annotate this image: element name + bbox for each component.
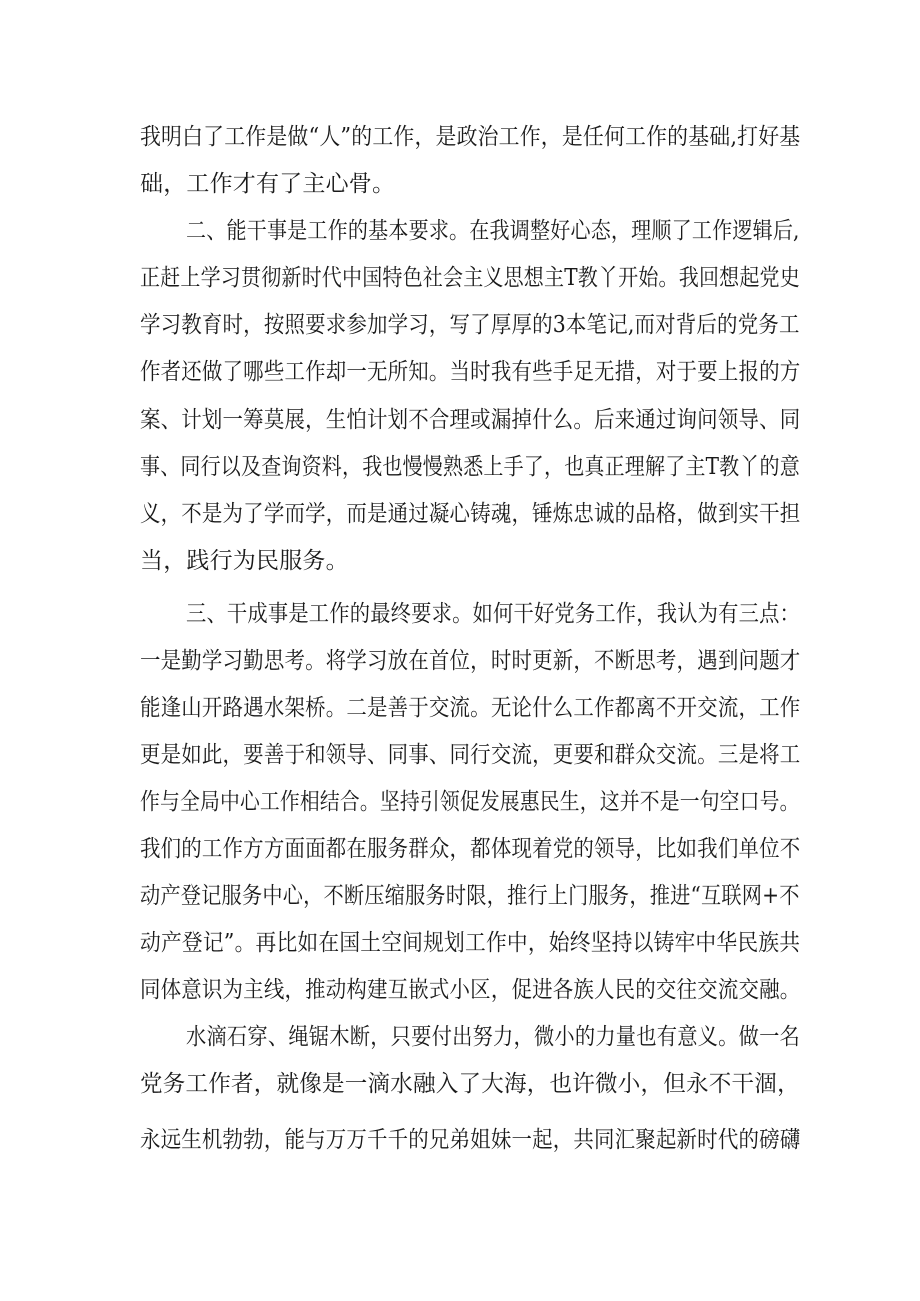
text-line: 二、能干事是工作的基本要求。在我调整好心态，理顺了工作逻辑后, <box>186 218 800 244</box>
text-line: 三、干成事是工作的最终要求。如何干好党务工作，我认为有三点： <box>186 601 801 627</box>
text-line: 正赶上学习贯彻新时代中国特色社会主义思想主T教丫开始。我回想起党史 <box>140 265 800 291</box>
text-line: 义，不是为了学而学，而是通过凝心铸魂，锤炼忠诚的品格，做到实干担 <box>140 501 801 527</box>
text-line: 水滴石穿、绳锯木断，只要付出努力，微小的力量也有意义。做一名 <box>186 1024 801 1050</box>
text-line: 能逢山开路遇水架桥。二是善于交流。无论什么工作都离不开交流，工作 <box>140 695 801 721</box>
text-line: 案、计划一筹莫展，生怕计划不合理或漏掉什么。后来通过询问领导、同 <box>140 407 801 433</box>
text-line: 学习教育时，按照要求参加学习，写了厚厚的3本笔记,而对背后的党务工 <box>140 312 800 338</box>
text-line: 我们的工作方方面面都在服务群众，都体现着党的领导，比如我们单位不 <box>140 836 801 862</box>
text-line: 更是如此，要善于和领导、同事、同行交流，更要和群众交流。三是将工 <box>140 742 801 768</box>
text-line: 作者还做了哪些工作却一无所知。当时我有些手足无措，对于要上报的方 <box>140 359 801 385</box>
text-line: 我明白了工作是做“人”的工作，是政治工作，是任何工作的基础,打好基 <box>140 124 801 150</box>
text-line: 动产登记服务中心，不断压缩服务时限，推行上门服务，推进“互联网+不 <box>140 883 800 909</box>
text-line: 作与全局中心工作相结合。坚持引领促发展惠民生，这并不是一句空口号。 <box>140 789 800 815</box>
text-line: 一是勤学习勤思考。将学习放在首位，时时更新，不断思考，遇到问题才 <box>140 648 801 674</box>
text-line: 事、同行以及查询资料，我也慢慢熟悉上手了，也真正理解了主T教丫的意 <box>140 454 800 480</box>
text-line: 永远生机勃勃，能与万万千千的兄弟姐妹一起，共同汇聚起新时代的磅礴 <box>140 1127 801 1153</box>
text-line: 础，工作才有了主心骨。 <box>140 171 396 197</box>
text-line: 动产登记”。再比如在国土空间规划工作中，始终坚持以铸牢中华民族共 <box>140 930 801 956</box>
text-line: 当，践行为民服务。 <box>140 548 349 574</box>
text-line: 同体意识为主线，推动构建互嵌式小区，促进各族人民的交往交流交融。 <box>140 977 801 1003</box>
text-line: 党务工作者，就像是一滴水融入了大海，也许微小，但永不干涸， <box>140 1071 800 1097</box>
